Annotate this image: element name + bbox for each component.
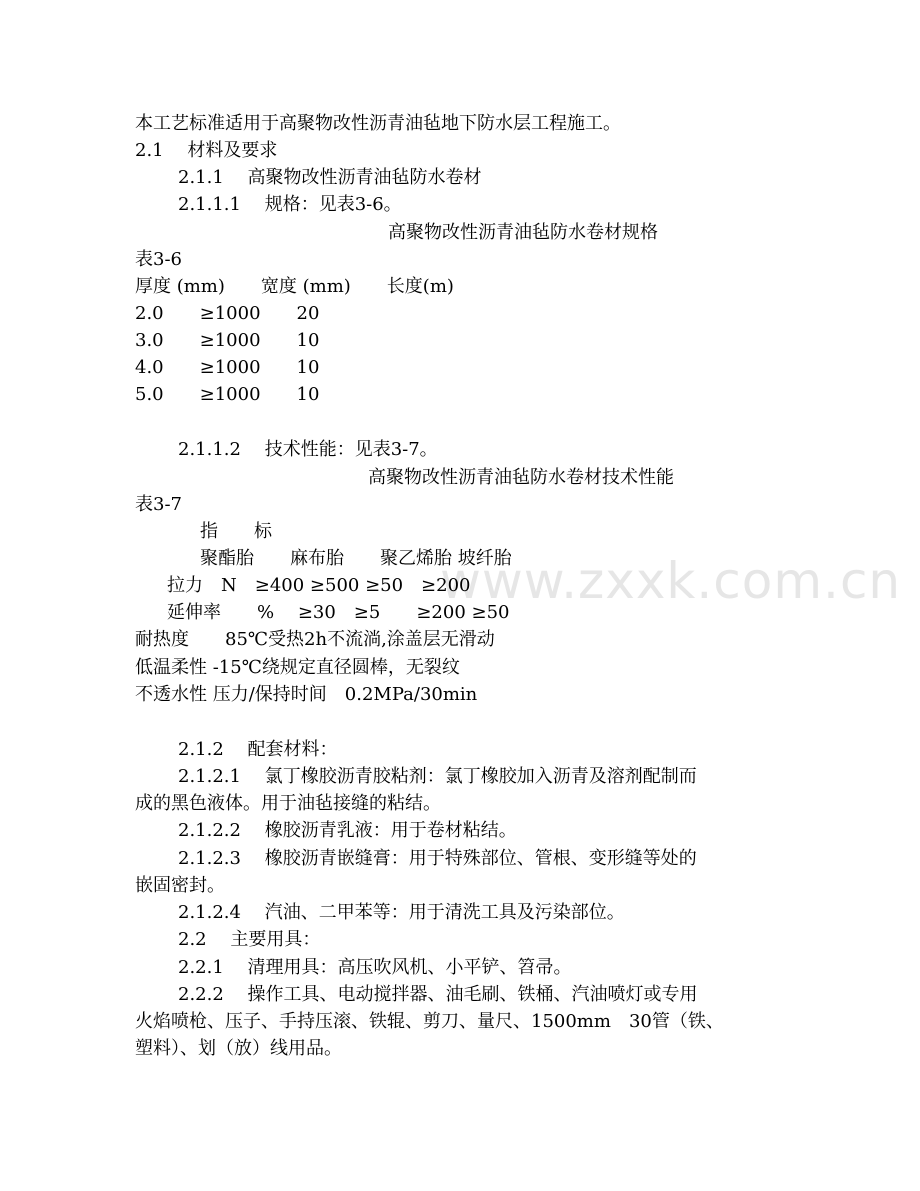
subsection-heading: 2.1.1.2 技术性能：见表3-7。	[178, 439, 438, 460]
table-row: 低温柔性 -15℃绕规定直径圆棒，无裂纹	[135, 657, 460, 678]
table-row: 拉力 N ≥400 ≥500 ≥50 ≥200	[167, 575, 471, 596]
section-heading: 2.1 材料及要求	[135, 140, 278, 161]
paragraph-line: 2.1.2.1 氯丁橡胶沥青胶粘剂：氯丁橡胶加入沥青及溶剂配制而	[178, 766, 697, 787]
paragraph-line: 2.2.1 清理用具：高压吹风机、小平铲、笤帚。	[178, 957, 572, 978]
table-row: 2.0 ≥1000 20	[135, 303, 320, 324]
paragraph-line: 塑料）、划（放）线用品。	[135, 1038, 342, 1059]
subsection-heading: 2.1.2 配套材料：	[178, 739, 338, 760]
table-row: 5.0 ≥1000 10	[135, 384, 320, 405]
paragraph-line: 成的黑色液体。用于油毡接缝的粘结。	[135, 793, 441, 814]
table-caption: 高聚物改性沥青油毡防水卷材规格	[388, 222, 658, 243]
subsection-heading: 2.1.1.1 规格：见表3-6。	[178, 194, 402, 215]
paragraph-line: 2.1.2.3 橡胶沥青嵌缝膏：用于特殊部位、管根、变形缝等处的	[178, 848, 697, 869]
subsection-heading: 2.1.1 高聚物改性沥青油毡防水卷材	[178, 167, 482, 188]
intro-line: 本工艺标准适用于高聚物改性沥青油毡地下防水层工程施工。	[135, 113, 621, 134]
table-row: 延伸率 % ≥30 ≥5 ≥200 ≥50	[167, 602, 510, 623]
table-header-row: 聚酯胎 麻布胎 聚乙烯胎 坡纤胎	[200, 548, 512, 569]
paragraph-line: 火焰喷枪、压子、手持压滚、铁辊、剪刀、量尺、1500mm 30管（铁、	[135, 1011, 724, 1032]
table-caption: 高聚物改性沥青油毡防水卷材技术性能	[368, 467, 674, 488]
table-row: 不透水性 压力/保持时间 0.2MPa/30min	[135, 684, 478, 705]
paragraph-line: 嵌固密封。	[135, 875, 225, 896]
section-heading: 2.2 主要用具：	[178, 929, 321, 950]
table-header-row: 厚度 (mm) 宽度 (mm) 长度(m)	[135, 276, 454, 297]
table-row: 4.0 ≥1000 10	[135, 357, 320, 378]
table-header-row: 指 标	[200, 521, 272, 542]
table-label: 表3-7	[135, 494, 182, 515]
table-row: 耐热度 85℃受热2h不流淌,涂盖层无滑动	[135, 629, 495, 650]
table-label: 表3-6	[135, 249, 182, 270]
paragraph-line: 2.1.2.4 汽油、二甲苯等：用于清洗工具及污染部位。	[178, 902, 625, 923]
watermark: www.zxxk.com.cn	[440, 552, 902, 610]
paragraph-line: 2.1.2.2 橡胶沥青乳液：用于卷材粘结。	[178, 820, 517, 841]
table-row: 3.0 ≥1000 10	[135, 330, 320, 351]
paragraph-line: 2.2.2 操作工具、电动搅拌器、油毛刷、铁桶、汽油喷灯或专用	[178, 984, 698, 1005]
